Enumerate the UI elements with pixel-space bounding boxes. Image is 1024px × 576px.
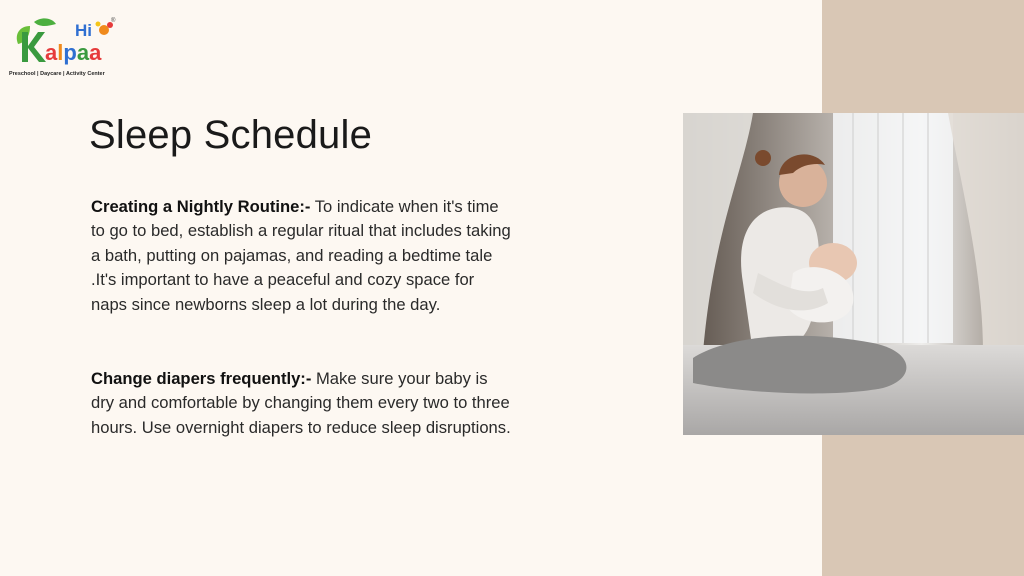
section-heading: Change diapers frequently:- bbox=[91, 369, 312, 388]
page-title: Sleep Schedule bbox=[89, 113, 373, 157]
section-nightly-routine bbox=[91, 195, 511, 317]
logo-hi-text: Hi bbox=[75, 21, 92, 40]
logo-mark bbox=[12, 14, 130, 70]
registered-mark: ® bbox=[111, 18, 116, 24]
hikalpaa-logo bbox=[8, 14, 128, 80]
paint-dot-icon bbox=[96, 22, 101, 27]
leaf-icon bbox=[34, 18, 56, 26]
section-change-diapers bbox=[91, 367, 511, 440]
mother-baby-photo bbox=[683, 113, 1024, 435]
logo-letter-k bbox=[22, 32, 46, 62]
section-body: To indicate when it's time to go to bed, establish a regular ritual that includes taking a bath, putting on pajamas, and reading a bedtime tale .It's important to have a peaceful and cozy space for naps since newborns sleep a lot during the day. bbox=[91, 197, 511, 314]
section-heading: Creating a Nightly Routine:- bbox=[91, 197, 311, 216]
section-body: Make sure your baby is dry and comfortable by changing them every two to three hours. Use overnight diapers to reduce sleep disruptions. bbox=[91, 369, 511, 437]
logo-kalpaa-text: alpaa bbox=[45, 40, 102, 65]
logo-tagline: Preschool | Daycare | Activity Center bbox=[9, 71, 105, 77]
